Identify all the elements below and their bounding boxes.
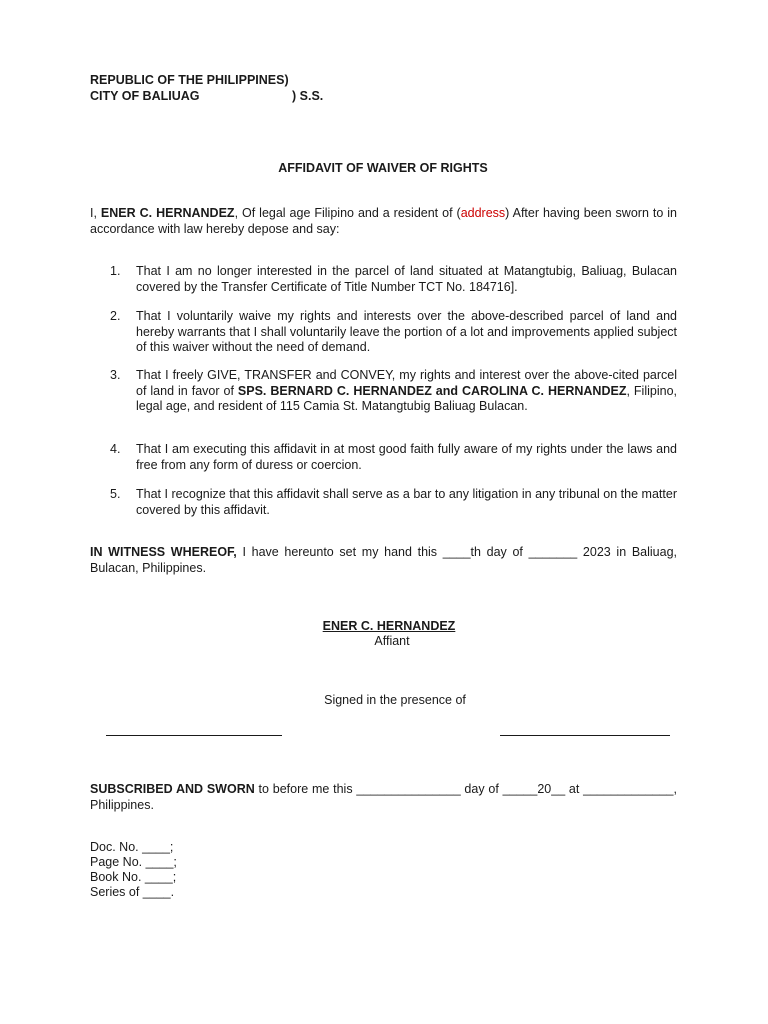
item-text: That I am no longer interested in the parcel of land situated at Matangtubig, Baliuag, Bulacan covered by the Transfer Certificate of Title Number TCT No. 184716]. bbox=[136, 264, 677, 294]
series-of: Series of ____. bbox=[90, 885, 175, 899]
grantee-names: SPS. BERNARD C. HERNANDEZ and CAROLINA C. HERNANDEZ bbox=[237, 383, 627, 398]
intro-prefix: I, bbox=[90, 206, 101, 220]
item-number: 5. bbox=[110, 487, 121, 501]
intro-paragraph bbox=[90, 206, 677, 237]
header-republic: REPUBLIC OF THE PHILIPPINES) bbox=[90, 73, 289, 87]
affiant-label: Affiant bbox=[374, 634, 410, 648]
witness-signature-line-right bbox=[500, 735, 670, 736]
item-text: That I voluntarily waive my rights and interests over the above-described parcel of land and hereby warrants that I shall voluntarily leave the portion of a lot and improvements applied subject of this waiver without the need of demand. bbox=[136, 309, 677, 354]
jurat-heading: SUBSCRIBED AND SWORN bbox=[90, 782, 255, 796]
item-number: 4. bbox=[110, 442, 121, 456]
item-number: 2. bbox=[110, 309, 121, 323]
item-text-b: , Filipino, legal age, and resident of 115 Camia St. Matangtubig Baliuag Bulacan. bbox=[136, 383, 677, 413]
affiant-signature-name: ENER C. HERNANDEZ bbox=[322, 619, 456, 633]
affiant-name-inline: ENER C. HERNANDEZ bbox=[100, 206, 235, 220]
page-no: Page No. ____; bbox=[90, 855, 177, 869]
intro-suffix: ) After having been sworn to in accordance with law hereby depose and say: bbox=[90, 206, 677, 236]
header-ss: ) S.S. bbox=[292, 89, 324, 103]
item-text-a: I freely GIVE, TRANSFER and CONVEY, my rights and interest over the above-cited parcel of land in favor of bbox=[136, 368, 677, 398]
item-number: 1. bbox=[110, 264, 121, 278]
witness-text: I have hereunto set my hand this ____th day of _______ 2023 in Baliuag, Bulacan, Philippines. bbox=[90, 545, 677, 575]
address-placeholder: address bbox=[460, 206, 506, 220]
item-text: That I am executing this affidavit in at most good faith fully aware of my rights under the laws and free from any form of duress or coercion. bbox=[136, 442, 677, 472]
book-no: Book No. ____; bbox=[90, 870, 177, 884]
witness-paragraph bbox=[90, 545, 677, 576]
header-city: CITY OF BALIUAG bbox=[90, 89, 200, 103]
item-lead: That bbox=[136, 368, 166, 382]
jurat-paragraph bbox=[90, 782, 677, 813]
doc-no: Doc. No. ____; bbox=[90, 840, 174, 854]
witness-signature-line-left bbox=[106, 735, 282, 736]
item-text bbox=[136, 368, 677, 415]
jurat-text: to before me this _______________ day of _____20__ at _____________, Philippines. bbox=[90, 782, 677, 812]
witness-heading: IN WITNESS WHEREOF, bbox=[90, 545, 237, 559]
document-title: AFFIDAVIT OF WAIVER OF RIGHTS bbox=[278, 161, 488, 175]
item-number: 3. bbox=[110, 368, 121, 382]
item-text: That I recognize that this affidavit shall serve as a bar to any litigation in any tribunal on the matter covered by this affidavit. bbox=[136, 487, 677, 517]
presence-label: Signed in the presence of bbox=[324, 693, 466, 707]
intro-middle: , Of legal age Filipino and a resident of ( bbox=[234, 206, 461, 220]
